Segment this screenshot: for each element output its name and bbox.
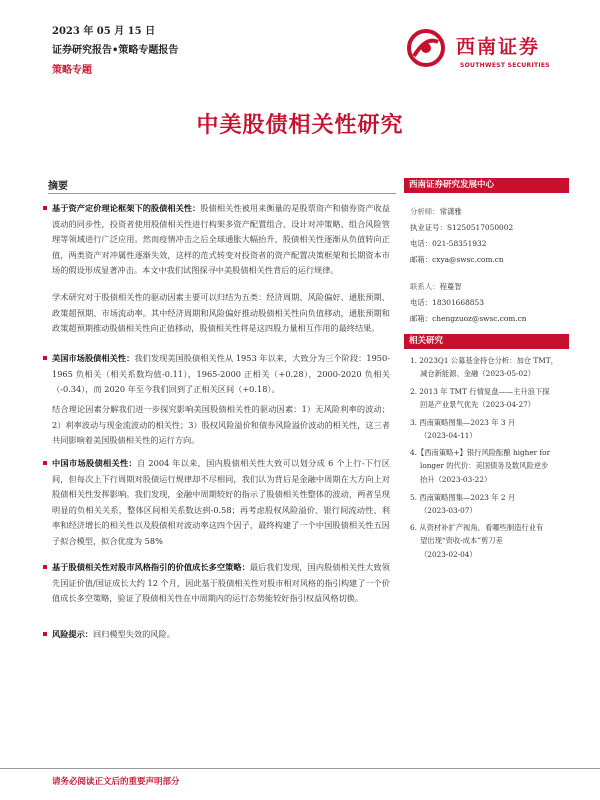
analyst-line (410, 204, 565, 220)
abstract-paragraph-6 (52, 560, 390, 607)
report-date: 2023 年 05 月 15 日 (52, 26, 156, 37)
abstract-paragraph-3 (52, 351, 390, 398)
bullet-icon (43, 461, 47, 465)
bullet-icon (43, 206, 47, 210)
bullet-icon (43, 565, 47, 569)
analyst-label: 分析师： (410, 207, 440, 216)
contact-label: 联系人： (410, 282, 440, 291)
abstract-paragraph-2 (52, 290, 390, 337)
contact-name: 程蔓智 (439, 282, 462, 291)
research-center-header: 西南证券研究发展中心 (404, 178, 569, 193)
related-research-header: 相关研究 (404, 334, 569, 349)
abstract-label: 摘要 (48, 181, 68, 192)
paragraph-lead: 风险提示： (52, 629, 93, 639)
paragraph-text: 结合理论因素分解我们进一步探究影响美国股债相关性的驱动因素：1）无风险利率的波动；2）利率波动与现金流波动的相关性；3）股权风险溢价和债券风险溢价波动的相关性，这三者共同影响着美国股债相关性的运行方向。 (52, 404, 390, 446)
abstract-paragraph-1 (52, 201, 390, 279)
company-logo-english: SOUTHWEST SECURITIES (460, 62, 550, 69)
paragraph-lead: 基于资产定价理论框架下的股债相关性： (52, 203, 201, 213)
paragraph-text: 我们发现美国股债相关性从 1953 年以来，大致分为三个阶段：1950-1965 负相关（相关系数均值-0.11），1965-2000 正相关（+0.28），2000-2020 负相关（-0.34），而 2020 年至今我们回到了正相关区间（+0.18）。 (52, 353, 390, 395)
footer-disclaimer: 请务必阅读正文后的重要声明部分 (52, 777, 180, 787)
related-research-item[interactable]: 1. 2023Q1 公募基金持仓分析：加仓 TMT， 减仓新能源、金融（2023-05-02） (410, 356, 558, 379)
paragraph-text: 自 2004 年以来，国内股债相关性大致可以划分成 6 个上行-下行区间，但每次上下行周期对股债运行规律却不尽相同，我们认为背后是金融中周期在大方向上对股债相关性发挥影响。我们发现，金融中周期较好的指示了股债相关性整体的波动，两者呈现明显的负相关关系，整体区间相关系数达到-0.58；再考虑股权风险溢价、银行间流动性、利率和经济增长的相关性以及股债相对波动率这四个因子，最终构建了一个中国股债相关性五因子拟合模型，拟合优度为 58% (52, 458, 390, 546)
analyst-name: 常潇雅 (439, 207, 462, 216)
paragraph-text: 最后我们发现，国内股债相关性大致领先国证价值/国证成长大约 12 个月，因此基于股债相关性对股市相对风格的指引构建了一个价值成长多空策略，验证了股债相关性在中周期内的运行态势能较好指引权益风格切换。 (52, 562, 390, 604)
related-research-item[interactable]: 4.【西南策略+】银行风险酝酿 higher for longer 的代价：美国债务及数风险逆步 抬升（2023-03-22） (410, 448, 551, 484)
paragraph-lead: 美国市场股债相关性： (52, 353, 135, 363)
paragraph-text: 学术研究对于股债相关性的驱动因素主要可以归结为五类：经济周期、风险偏好、通胀预期、政策超预期、市场流动率。其中经济周期和风险偏好推动股债相关性向负值移动，通胀预期和政策超预期推动股债相关性向正值移动，股债相关性将是这四股力量相互作用的最终结果。 (52, 292, 390, 334)
abstract-divider (48, 193, 396, 194)
paragraph-text: 回归模型失效的风险。 (92, 629, 175, 639)
page-title: 中美股债相关性研究 (196, 112, 404, 138)
paragraph-lead: 中国市场股债相关性： (52, 458, 138, 468)
company-logo-text: 西南证券 (456, 36, 541, 58)
abstract-paragraph-5 (52, 456, 390, 550)
related-research-item[interactable]: 6. 从资材补扩产视角，看哪些制造行业有 望出现“资收-成本”剪刀差 （2023-02-04） (410, 523, 544, 559)
report-subtitle: 策略专题 (52, 65, 92, 76)
related-research-item[interactable]: 2. 2013 年 TMT 行情复盘——主升浪下探 回是产业景气优先（2023-04-27） (410, 387, 550, 410)
paragraph-text: 股债相关性被用来衡量的是股票资产和债券资产收益波动的同步性，投资者使用股债相关性进行构架多资产配置组合、设计对冲策略、组合风险管理等领域进行广泛应用。然而疫情冲击之后全球通胀大幅抬升，股债相关性逐渐从负值转向正值，两类资产对冲属性逐渐失效，这样的范式转变对投资者的资产配置决策框架和长期资本市场的假设形成显著冲击。本文中我们试图探寻中美股债相关性背后的运行规律。 (52, 203, 390, 276)
report-type: 证券研究报告•策略专题报告 (52, 45, 179, 56)
abstract-paragraph-4 (52, 402, 390, 449)
contact-email: 邮箱：chengzuoz@swsc.com.cn (410, 314, 527, 323)
analyst-email: 邮箱：cxya@swsc.com.cn (410, 255, 504, 264)
related-research-item[interactable]: 5. 西南策略图集—2023 年 2 月 （2023-03-07） (410, 493, 516, 516)
analyst-license: 执业证号：S1250517050002 (410, 223, 514, 232)
bullet-icon (43, 356, 47, 360)
related-research-item[interactable]: 3. 西南策略图集—2023 年 3 月 （2023-04-11） (410, 418, 516, 441)
bullet-icon (43, 632, 47, 636)
contact-phone: 电话：18301668853 (410, 298, 484, 307)
footer-divider (0, 768, 600, 769)
analyst-phone: 电话：021-58351932 (410, 239, 487, 248)
abstract-paragraph-7 (52, 627, 390, 643)
contact-line (410, 279, 565, 295)
paragraph-lead: 基于股债相关性对股市风格指引的价值成长多空策略： (52, 562, 250, 572)
